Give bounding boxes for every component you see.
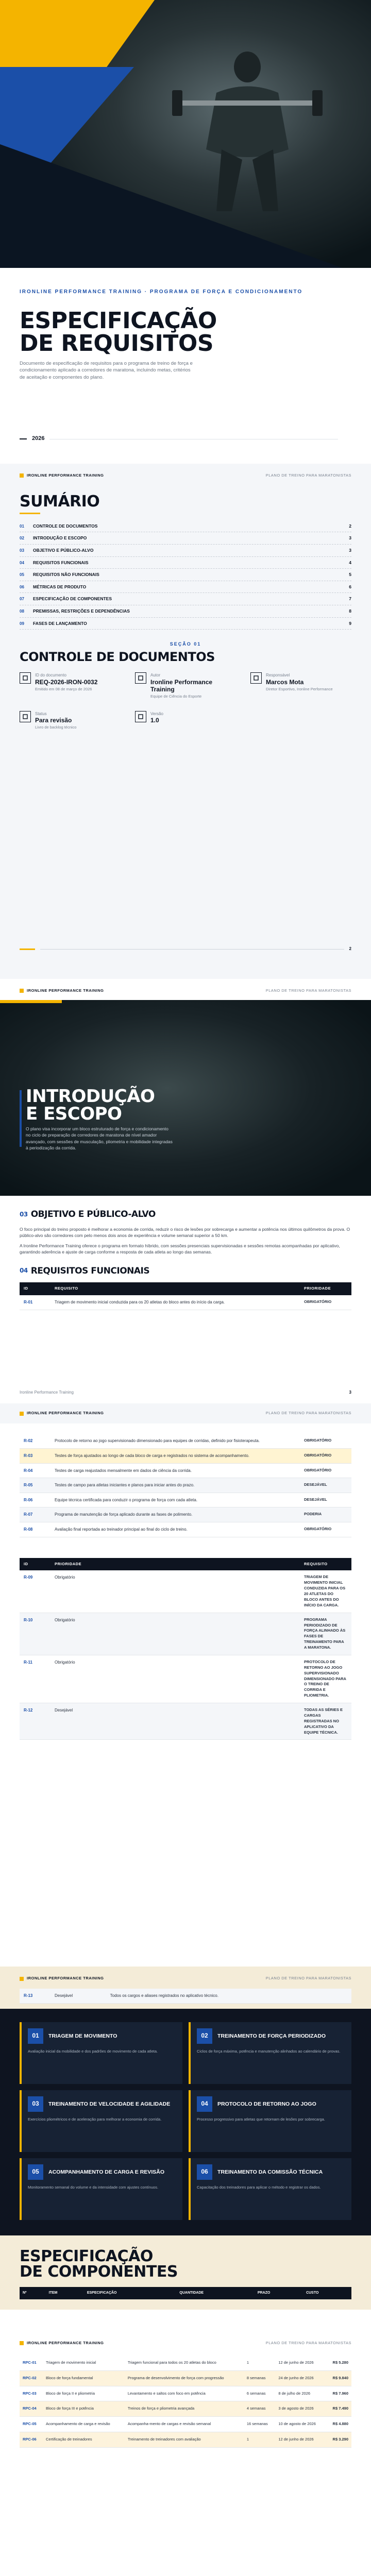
card-description: Processo progressivo para atletas que retornam de lesões por sobrecarga. [197,2116,325,2122]
comp-cost: R$ 4.880 [326,2417,351,2432]
req-priority: TRIAGEM DE MOVIMENTO INICIAL CONDUZIDA PARA OS 20 ATLETAS DO BLOCO ANTES DO INÍCIO DA CARGA. [300,1570,351,1613]
status-icon [20,711,31,722]
objective-paragraph-2: A Ironline Performance Training oferece o programa em formato híbrido, com sessões presenciais supervisionadas e sessões remotas acompanhadas por aplicativo, garantindo aderência e ajuste de carga conforme a resposta de cada atleta ao longo das semanas. [20,1243,340,1255]
page-header: IRONLINE PERFORMANCE TRAINING PLANO DE TREINO PARA MARATONISTAS [0,979,371,1000]
comp-deadline: 12 de junho de 2026 [275,2432,326,2448]
req-priority: TODAS AS SÉRIES E CARGAS REGISTRADAS NO APLICATIVO DA EQUIPE TÉCNICA. [300,1703,351,1740]
toc-item[interactable] [20,618,351,630]
card-header [28,2096,176,2112]
req-priority: PROTOCOLO DE RETORNO AO JOGO SUPERVISIONADO DIMENSIONADO PARA O TREINO DE CORRIDA E PLIOMETRIA. [300,1655,351,1703]
toc-item[interactable] [20,520,351,533]
req-text: Avaliação final reportada ao treinador principal ao final do ciclo de treino. [50,1522,300,1537]
components-table-section [0,2310,371,2576]
toc-item-label: INTRODUÇÃO E ESCOPO [33,535,87,541]
components-cards-section [0,2009,371,2235]
req-priority: OBRIGATÓRIO [300,1295,351,1310]
requirements-table-tail [20,1989,351,2004]
card-description: Avaliação inicial da mobilidade e dos padrões de movimento de cada atleta. [28,2048,158,2054]
docs-title: CONTROLE DE DOCUMENTOS [20,650,215,665]
toc-item-number: 04 [20,560,24,565]
comp-id: RPC-03 [20,2386,43,2401]
req-text: Desejável [50,1703,300,1740]
req-text: Protocolo de retorno ao jogo supervisionado dimensionado para equipes de corridas, definido por fisioterapeuta. [50,1434,300,1448]
toc-item-page: 7 [349,596,351,602]
comp-deadline: 3 de agosto de 2026 [275,2401,326,2417]
header-title: PLANO DE TREINO PARA MARATONISTAS [265,473,351,478]
toc-item-number: 07 [20,597,24,602]
comp-item: Bloco de força III e potência [43,2401,125,2417]
page-header: IRONLINE PERFORMANCE TRAINING PLANO DE TREINO PARA MARATONISTAS [20,2341,351,2355]
card-description: Ciclos de força máxima, potência e manutenção alinhados ao calendário de provas. [197,2048,341,2054]
components-table [20,2355,351,2448]
component-card [189,2158,351,2220]
document-control-grid [20,672,351,731]
card-header [197,2164,345,2180]
comp-deadline: 8 de julho de 2026 [275,2386,326,2401]
column-header: Nº [20,2287,46,2299]
toc-list [20,520,351,630]
table-row [20,2401,351,2417]
req-priority: DESEJÁVEL [300,1478,351,1493]
doc-control-item [250,672,351,699]
requirements-table [20,1282,351,1310]
table-row [20,1295,351,1310]
toc-item-label: PREMISSAS, RESTRIÇÕES E DEPENDÊNCIAS [33,608,130,614]
comp-spec: Levantamento e saltos com foco em potência [125,2386,244,2401]
card-number-badge: 03 [28,2096,43,2112]
card-description: Exercícios pliométricos e de aceleração para melhorar a economia de corrida. [28,2116,162,2122]
page-number: 2 [349,946,351,952]
comp-item: Certificação de treinadores [43,2432,125,2448]
person-icon [250,672,262,684]
doc-control-item [135,711,236,731]
cover-accent-dark [0,144,371,278]
comp-spec: Triagem funcional para todos os 20 atletas do bloco [125,2355,244,2370]
cover-kicker: IRONLINE PERFORMANCE TRAINING · PROGRAMA DE FORÇA E CONDICIONAMENTO [20,289,303,295]
req-id: R-02 [20,1434,50,1448]
components-table-head [20,2287,351,2299]
column-header: PRAZO [255,2287,303,2299]
doc-control-text [150,672,236,699]
comp-qty: 6 semanas [244,2386,275,2401]
toc-item-page: 3 [349,548,351,553]
toc-item-label: REQUISITOS NÃO FUNCIONAIS [33,572,99,578]
doc-control-key: Versão [150,711,163,716]
table-row [20,1448,351,1463]
table-row [20,1703,351,1740]
components-title: ESPECIFICAÇÃO DE COMPONENTES [20,2247,178,2281]
doc-control-sub: Diretor Esportivo, Ironline Performance [266,686,333,691]
cover-title-line-2: DE REQUISITOS [20,330,214,357]
card-number-badge: 04 [197,2096,212,2112]
components-intro [0,1967,371,2008]
toc-item-number: 06 [20,584,24,589]
table-row [20,1463,351,1478]
doc-control-key: Autor [150,673,161,678]
toc-item[interactable] [20,545,351,557]
doc-control-value: Marcos Mota [266,678,304,686]
comp-qty: 4 semanas [244,2401,275,2417]
comp-id: RPC-05 [20,2417,43,2432]
comp-id: RPC-06 [20,2432,43,2448]
cover-year: 2026 [32,435,45,442]
doc-control-sub: Equipe de Ciência do Esporte [150,693,202,699]
toc-item-page: 2 [349,523,351,529]
card-description: Capacitação dos treinadores para aplicar o método e registrar os dados. [197,2184,321,2190]
card-title: ACOMPANHAMENTO DE CARGA E REVISÃO [48,2168,164,2175]
table-row [20,2386,351,2401]
comp-cost: R$ 7.490 [326,2401,351,2417]
doc-control-item [20,672,121,699]
toc-item-label: OBJETIVO E PÚBLICO-ALVO [33,548,94,553]
req-id: R-01 [20,1295,50,1310]
column-header: ITEM [46,2287,84,2299]
comp-cost: R$ 9.840 [326,2370,351,2386]
doc-control-text [35,711,76,731]
component-card [20,2090,182,2152]
table-row [20,1434,351,1448]
toc-item-page: 4 [349,560,351,565]
req-text: Testes de campo para atletas iniciantes e planos para iniciar antes do prazo. [50,1478,300,1493]
table-row [20,2370,351,2386]
cover-year-row [20,435,338,443]
req-priority: DESEJÁVEL [300,1493,351,1507]
toc-item-number: 08 [20,609,24,614]
header-brand: IRONLINE PERFORMANCE TRAINING [27,473,104,478]
doc-control-key: Responsável [266,673,290,678]
comp-cost: R$ 3.290 [326,2432,351,2448]
card-header [28,2028,176,2044]
toc-item-page: 8 [349,608,351,614]
doc-control-value: REQ-2026-IRON-0032 [35,678,98,686]
comp-deadline: 12 de junho de 2026 [275,2355,326,2370]
doc-control-value: Para revisão [35,717,72,724]
card-number-badge: 06 [197,2164,212,2180]
page-end-bar [20,946,351,952]
req-id: R-11 [20,1655,50,1703]
functional-req-heading: 04 REQUISITOS FUNCIONAIS [20,1265,150,1276]
col-priority: PRIORIDADE [300,1282,351,1295]
doc-control-sub: Livro de backlog técnico [35,725,77,730]
card-title: TRIAGEM DE MOVIMENTO [48,2032,117,2039]
req-priority: OBRIGATÓRIO [300,1522,351,1537]
toc-item[interactable] [20,605,351,618]
comp-cost: R$ 5.280 [326,2355,351,2370]
page-header: IRONLINE PERFORMANCE TRAINING PLANO DE TREINO PARA MARATONISTAS [20,1976,351,1989]
card-title: TREINAMENTO DE VELOCIDADE E AGILIDADE [48,2100,171,2107]
doc-control-text [35,672,97,699]
doc-control-key: Status [35,711,47,716]
page-footer: Ironline Performance Training 3 [20,1389,351,1395]
card-header [197,2028,345,2044]
table-row [20,2417,351,2432]
doc-control-text [266,672,333,699]
toc-item-label: MÉTRICAS DE PRODUTO [33,584,87,589]
toc-item[interactable] [20,569,351,581]
col-id: ID [20,1282,50,1295]
table-row [20,1478,351,1493]
toc-item-number: 05 [20,572,24,578]
req-id: R-04 [20,1463,50,1478]
document-icon [20,672,31,684]
comp-id: RPC-01 [20,2355,43,2370]
card-number-badge: 02 [197,2028,212,2044]
req-id: R-12 [20,1703,50,1740]
toc-title: SUMÁRIO [20,492,100,511]
table-row [20,2432,351,2448]
column-header: QUANTIDADE [176,2287,254,2299]
toc-item[interactable] [20,581,351,594]
components-title-section [0,2235,371,2310]
objective-heading: 03 OBJETIVO E PÚBLICO-ALVO [20,1209,156,1219]
req-priority: OBRIGATÓRIO [300,1448,351,1463]
table-row [20,2355,351,2370]
comp-item: Acompanhamento de carga e revisão [43,2417,125,2432]
doc-control-text [150,711,163,731]
intro-title: INTRODUÇÃO E ESCOPO [26,1086,155,1124]
toc-item-page: 5 [349,572,351,578]
card-number-badge: 01 [28,2028,43,2044]
req-text: Testes de força ajustados ao longo de cada bloco de carga e registrados no sistema de acompanhamento. [50,1448,300,1463]
req-id: R-03 [20,1448,50,1463]
doc-control-value: 1.0 [150,717,159,724]
toc-item-label: FASES DE LANÇAMENTO [33,620,87,626]
table-row [20,1613,351,1655]
table-row [20,1655,351,1703]
card-title: TREINAMENTO DA COMISSÃO TÉCNICA [217,2168,323,2175]
comp-spec: Acompanha-mento de cargas e revisão semanal [125,2417,244,2432]
req-text: Programa de manutenção de força aplicado durante as fases de polimento. [50,1507,300,1522]
req-priority: PODERIA [300,1507,351,1522]
page-header [0,464,371,479]
component-cards [20,2022,351,2220]
component-card [189,2090,351,2152]
card-title: PROTOCOLO DE RETORNO AO JOGO [217,2100,316,2107]
req-id: R-09 [20,1570,50,1613]
card-header [28,2164,176,2180]
toc-item[interactable] [20,593,351,605]
comp-qty: 16 semanas [244,2417,275,2432]
intro-description: O plano visa incorporar um bloco estruturado de força e condicionamento no ciclo de preparação de corredores de maratona de nível amador avançado, com sessões de musculação, pliometria e mobilidade integradas à periodização da corrida. [26,1126,173,1150]
column-header: ESPECIFICAÇÃO [84,2287,177,2299]
toc-item-number: 03 [20,548,24,553]
table-row [20,1570,351,1613]
doc-control-key: ID do documento [35,673,66,678]
card-header [197,2096,345,2112]
comp-qty: 8 semanas [244,2370,275,2386]
component-card [20,2158,182,2220]
intro-page [0,979,371,1967]
req-text: Obrigatório [50,1655,300,1703]
column-header: CUSTO [303,2287,351,2299]
doc-control-item [20,711,121,731]
req-id: R-08 [20,1522,50,1537]
toc-item-page: 3 [349,535,351,541]
cover-panel [0,268,371,464]
toc-item-label: ESPECIFICAÇÃO DE COMPONENTES [33,596,112,602]
toc-item[interactable] [20,532,351,545]
toc-item-label: REQUISITOS FUNCIONAIS [33,560,89,565]
req-text: Obrigatório [50,1570,300,1613]
intro-hero [0,1000,371,1196]
comp-cost: R$ 7.960 [326,2386,351,2401]
requirements-table-cont [20,1434,351,1537]
section-kicker: SEÇÃO 01 [170,641,201,647]
doc-control-item [135,672,236,699]
table-row [20,1507,351,1522]
requirements-table-detail: ID PRIORIDADE REQUISITO R-09 Obrigatório TRIAGEM DE MOVIMENTO INICIAL CONDUZIDA PARA OS 20 ATLETAS DO BLOCO ANTES DO INÍCIO DA CARGA. R-10 Obrigatório PROGRAMA PERIODIZADO DE FORÇA ALINHADO ÀS FASES DE TREINAMENTO PARA A MARATONA. R-11 Obrigatório PROTOCOLO DE RETORNO AO JOGO SUPERVISIONADO DIMENSIONADO PARA O TREINO DE CORRIDA E PLIOMETRIA. R-12 Desejável TODAS AS SÉRIES E CARGAS REGISTRADAS NO APLICATIVO DA EQUIPE TÉCNICA. [20,1558,351,1740]
req-text: Testes de carga reajustados mensalmente em dados de ciência da corrida. [50,1463,300,1478]
toc-item-number: 02 [20,536,24,541]
version-icon [135,711,146,722]
req-priority: OBRIGATÓRIO [300,1434,351,1448]
component-card [20,2022,182,2084]
comp-spec: Treinos de força e pliometria avançada [125,2401,244,2417]
comp-qty: 1 [244,2355,275,2370]
req-id: R-06 [20,1493,50,1507]
toc-item-page: 9 [349,620,351,626]
req-text: Triagem de movimento inicial conduzida para os 20 atletas do bloco antes do início da carga. [50,1295,300,1310]
objective-paragraph-1: O foco principal do treino proposto é melhorar a economia de corrida, reduzir o risco de lesões por sobrecarga e aumentar a potência nos últimos quilômetros da prova. O público-alvo são corredores com pelo menos dois anos de experiência e volume semanal superior a 50 km. [20,1226,350,1238]
comp-id: RPC-04 [20,2401,43,2417]
doc-control-sub: Emitido em 08 de março de 2026 [35,686,92,691]
req-id: R-05 [20,1478,50,1493]
req-text: Equipe técnica certificada para conduzir o programa de força com cada atleta. [50,1493,300,1507]
cover-description: Documento de especificação de requisitos para o programa de treino de força e condicionamento aplicado a corredores de maratona, incluindo metas, critérios de aceitação e componentes do plano. [20,360,193,381]
component-card [189,2022,351,2084]
req-text: Obrigatório [50,1613,300,1655]
req-priority: OBRIGATÓRIO [300,1463,351,1478]
cover-title [20,307,351,357]
toc-item[interactable] [20,557,351,569]
toc-item-number: 01 [20,523,24,529]
req-id: R-07 [20,1507,50,1522]
comp-qty: 1 [244,2432,275,2448]
cover-page [0,0,371,464]
comp-deadline: 10 de agosto de 2026 [275,2417,326,2432]
person-icon [135,672,146,684]
comp-id: RPC-02 [20,2370,43,2386]
toc-item-page: 6 [349,584,351,589]
comp-item: Triagem de movimento inicial [43,2355,125,2370]
col-requirement: REQUISITO [50,1282,300,1295]
card-number-badge: 05 [28,2164,43,2180]
card-title: TREINAMENTO DE FORÇA PERIODIZADO [217,2032,326,2039]
comp-item: Bloco de força II e pliometria [43,2386,125,2401]
toc-item-label: CONTROLE DE DOCUMENTOS [33,523,98,529]
cover-title-line-1: ESPECIFICAÇÃO [20,307,217,334]
req-id: R-10 [20,1613,50,1655]
toc-item-number: 09 [20,621,24,626]
comp-deadline: 24 de junho de 2026 [275,2370,326,2386]
req-priority: PROGRAMA PERIODIZADO DE FORÇA ALINHADO ÀS FASES DE TREINAMENTO PARA A MARATONA. [300,1613,351,1655]
doc-control-value: Ironline Performance Training [150,678,213,693]
comp-spec: Treinamento de treinadores com avaliação [125,2432,244,2448]
table-row [20,1522,351,1537]
table-row [20,1493,351,1507]
toc-page [0,464,371,979]
card-description: Monitoramento semanal do volume e da intensidade com ajustes contínuos. [28,2184,159,2190]
page-header: IRONLINE PERFORMANCE TRAINING PLANO DE TREINO PARA MARATONISTAS [0,1403,371,1423]
table-row: R-13 Desejável Todos os cargos e aliases registrados no aplicativo técnico. [20,1989,351,2003]
comp-spec: Programa de desenvolvimento de força com progressão [125,2370,244,2386]
comp-item: Bloco de força fundamental [43,2370,125,2386]
